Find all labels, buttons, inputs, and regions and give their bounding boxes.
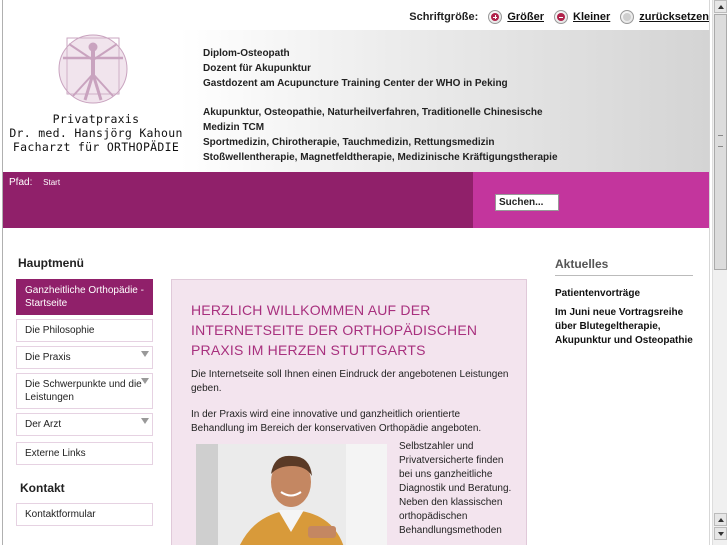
qualification-line: Medizin TCM xyxy=(203,122,265,133)
breadcrumb xyxy=(9,177,60,188)
font-bigger-link[interactable]: Größer xyxy=(507,11,544,23)
menu-item-label: Kontaktformular xyxy=(25,509,96,520)
font-size-label: Schriftgröße: xyxy=(409,11,479,23)
font-smaller-control[interactable] xyxy=(554,10,610,24)
arrow-up-icon xyxy=(718,5,724,9)
main-content xyxy=(171,279,527,545)
plus-icon[interactable] xyxy=(488,10,502,24)
contact-menu xyxy=(16,503,153,530)
search-area xyxy=(473,172,710,228)
main-menu-heading: Hauptmenü xyxy=(18,256,84,270)
scroll-up-button[interactable] xyxy=(714,0,727,13)
nav-band xyxy=(3,172,710,228)
doctor-photo xyxy=(196,444,387,545)
brand-line-3: Facharzt für ORTHOPÄDIE xyxy=(12,140,180,154)
menu-item-praxis[interactable] xyxy=(16,346,153,369)
brand-line-2: Dr. med. Hansjörg Kahoun xyxy=(9,126,183,140)
submenu-arrow-icon xyxy=(141,378,149,384)
menu-item-externe-links[interactable] xyxy=(16,442,153,465)
scroll-down-button[interactable] xyxy=(714,527,727,540)
menu-item-label: Die Praxis xyxy=(25,352,71,363)
menu-item-startseite[interactable] xyxy=(16,279,153,315)
arrow-up-icon xyxy=(718,518,724,522)
header xyxy=(3,30,710,172)
qualification-line: Akupunktur, Osteopathie, Naturheilverfahren, Traditionelle Chinesische xyxy=(203,107,543,118)
menu-item-arzt[interactable] xyxy=(16,413,153,436)
qualification-line: Diplom-Osteopath xyxy=(203,48,290,59)
news-item-title[interactable]: Patientenvorträge xyxy=(555,288,641,299)
menu-item-kontaktformular[interactable] xyxy=(16,503,153,526)
menu-item-schwerpunkte[interactable] xyxy=(16,373,153,409)
contact-heading: Kontakt xyxy=(20,481,65,495)
grip-icon xyxy=(718,135,723,147)
arrow-down-icon xyxy=(718,532,724,536)
practice-name xyxy=(7,112,185,154)
menu-item-label: Externe Links xyxy=(25,448,86,459)
submenu-arrow-icon xyxy=(141,351,149,357)
qualifications xyxy=(203,46,583,165)
news-item-text[interactable]: Im Juni neue Vortragsreihe über Blutegeltherapie, Akupunktur und Osteopathie xyxy=(555,307,693,346)
scroll-thumb[interactable] xyxy=(714,14,727,270)
practice-paragraph: In der Praxis wird eine innovative und ganzheitlich orientierte Behandlung im Bereich der konservativen Orthopädie angeboten. xyxy=(191,409,482,434)
search-input[interactable]: Suchen... xyxy=(495,194,559,211)
qualification-line: Dozent für Akupunktur xyxy=(203,63,311,74)
menu-item-label: Ganzheitliche Orthopädie - Startseite xyxy=(25,285,144,309)
qualification-line: Stoßwellentherapie, Magnetfeldtherapie, Medizinische Kräftigungstherapie xyxy=(203,152,558,163)
brand-line-1: Privatpraxis xyxy=(52,112,140,126)
scroll-up-button-lower[interactable] xyxy=(714,513,727,526)
breadcrumb-label: Pfad: xyxy=(9,177,33,188)
main-menu xyxy=(16,279,153,469)
font-reset-control[interactable] xyxy=(620,10,709,24)
menu-item-philosophie[interactable] xyxy=(16,319,153,342)
vitruvian-man-logo[interactable] xyxy=(55,30,131,108)
intro-paragraph: Die Internetseite soll Ihnen einen Eindruck der angebotenen Leistungen geben. xyxy=(191,369,509,394)
qualification-line: Gastdozent am Acupuncture Training Center der WHO in Peking xyxy=(203,78,508,89)
vertical-scrollbar[interactable] xyxy=(712,0,727,545)
font-size-bar xyxy=(409,8,709,26)
font-smaller-link[interactable]: Kleiner xyxy=(573,11,611,23)
page-frame xyxy=(2,0,710,545)
qualification-line: Sportmedizin, Chirotherapie, Tauchmedizin, Rettungsmedizin xyxy=(203,137,495,148)
menu-item-label: Die Philosophie xyxy=(25,325,95,336)
menu-item-label: Der Arzt xyxy=(25,419,62,430)
welcome-heading: HERZLICH WILLKOMMEN AUF DER INTERNETSEITE DER ORTHOPÄDISCHEN PRAXIS IM HERZEN STUTTGARTS xyxy=(191,302,478,358)
menu-item-label: Die Schwerpunkte und die Leistungen xyxy=(25,379,142,403)
minus-icon[interactable] xyxy=(554,10,568,24)
reset-icon[interactable] xyxy=(620,10,634,24)
submenu-arrow-icon xyxy=(141,418,149,424)
font-bigger-control[interactable] xyxy=(488,10,544,24)
news-heading: Aktuelles xyxy=(555,257,693,276)
services-paragraph: Selbstzahler und Privatversicherte finden bei uns ganzheitliche Diagnostik und Beratung. Neben den klassischen orthopädischen Behandlungsmethoden xyxy=(399,441,512,536)
breadcrumb-item-start[interactable]: Start xyxy=(43,178,61,187)
font-reset-link[interactable]: zurücksetzen xyxy=(639,11,709,23)
